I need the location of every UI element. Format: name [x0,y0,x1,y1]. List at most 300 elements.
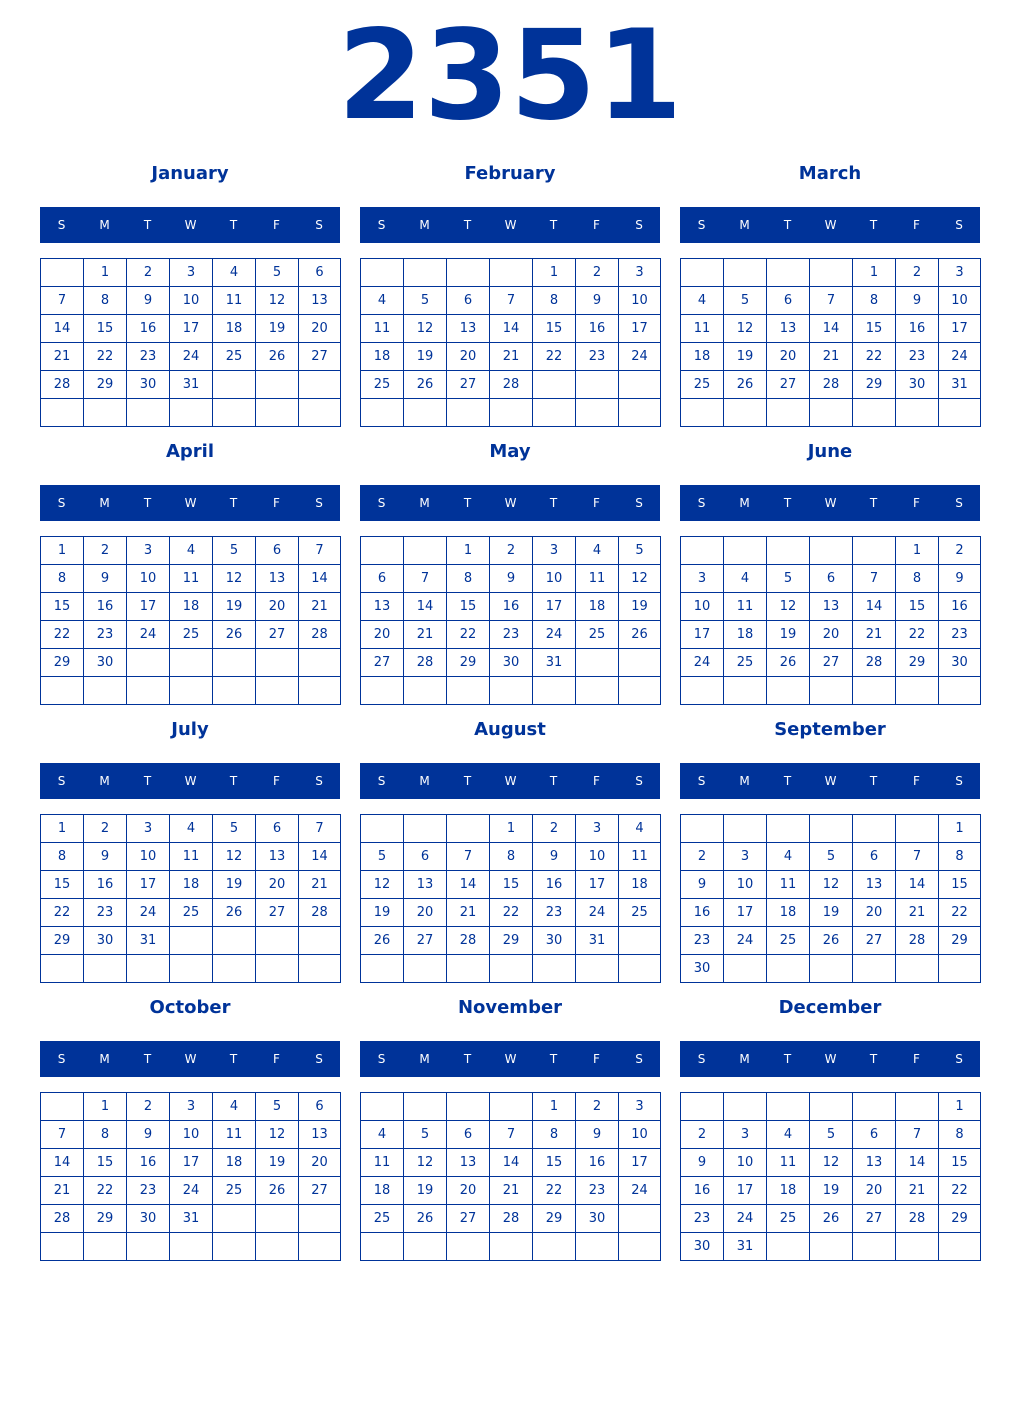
empty-cell [853,537,896,565]
week-row [41,537,341,565]
empty-cell [404,677,447,705]
empty-cell [299,1205,341,1233]
day-cell: 28 [299,899,341,927]
weekday-label: M [99,218,110,232]
day-cell: 1 [41,537,84,565]
day-cell: 31 [724,1233,767,1261]
day-cell: 28 [299,621,341,649]
weekday-label: F [913,496,920,510]
week-row [361,371,661,399]
day-cell: 26 [404,1205,447,1233]
day-cell: 10 [939,287,981,315]
empty-cell [447,399,490,427]
empty-cell [361,399,404,427]
day-cell: 12 [256,1121,299,1149]
empty-cell [170,955,213,983]
empty-cell [256,677,299,705]
empty-cell [724,955,767,983]
day-cell: 31 [170,1205,213,1233]
day-cell: 30 [681,1233,724,1261]
empty-cell [170,399,213,427]
day-cell: 7 [447,843,490,871]
weekday-header [40,1041,340,1077]
week-row [681,1205,981,1233]
day-cell: 19 [256,1149,299,1177]
week-row [361,677,661,705]
empty-cell [404,1093,447,1121]
week-row [41,843,341,871]
empty-cell [767,677,810,705]
empty-cell [681,815,724,843]
empty-cell [170,927,213,955]
week-row [681,1149,981,1177]
week-row [361,955,661,983]
empty-cell [84,1233,127,1261]
month-name: January [151,163,229,184]
week-row [361,1177,661,1205]
day-cell: 30 [896,371,939,399]
week-row [41,343,341,371]
day-cell: 4 [170,537,213,565]
empty-cell [299,927,341,955]
empty-cell [299,399,341,427]
day-cell: 12 [213,565,256,593]
day-cell: 12 [404,1149,447,1177]
day-cell: 11 [767,871,810,899]
day-cell: 8 [896,565,939,593]
empty-cell [681,1093,724,1121]
day-cell: 8 [533,287,576,315]
weekday-label: M [419,496,430,510]
day-cell: 12 [810,1149,853,1177]
weekday-label: T [549,218,558,232]
day-cell: 4 [681,287,724,315]
day-cell: 21 [896,1177,939,1205]
month-name: August [474,719,546,740]
day-cell: 22 [939,899,981,927]
weekday-label: W [824,496,837,510]
day-cell: 16 [490,593,533,621]
month-name: March [798,163,862,184]
day-cell: 7 [896,843,939,871]
day-cell: 22 [84,343,127,371]
day-cell: 7 [299,537,341,565]
day-cell: 29 [41,927,84,955]
month-name: October [149,997,231,1018]
day-cell: 26 [767,649,810,677]
week-row [361,537,661,565]
week-row [361,593,661,621]
empty-cell [41,399,84,427]
day-cell: 16 [84,871,127,899]
empty-cell [533,677,576,705]
empty-cell [896,399,939,427]
day-cell: 13 [256,565,299,593]
empty-cell [576,649,619,677]
week-row [361,871,661,899]
day-cell: 13 [404,871,447,899]
day-grid [680,1092,981,1261]
day-cell: 22 [853,343,896,371]
week-row [41,1093,341,1121]
empty-cell [256,927,299,955]
weekday-label: W [504,496,517,510]
empty-cell [576,399,619,427]
day-cell: 19 [767,621,810,649]
year-title: 2351 [337,4,683,148]
empty-cell [213,677,256,705]
weekday-label: T [783,774,792,788]
week-row [681,1233,981,1261]
weekday-label: S [697,496,706,510]
empty-cell [127,649,170,677]
empty-cell [853,1093,896,1121]
weekday-label: T [869,218,878,232]
day-cell: 27 [404,927,447,955]
weekday-label: F [273,218,280,232]
day-cell: 31 [533,649,576,677]
day-cell: 5 [213,815,256,843]
empty-cell [361,677,404,705]
empty-cell [170,649,213,677]
day-cell: 2 [681,1121,724,1149]
day-cell: 23 [681,927,724,955]
weekday-label: W [184,496,197,510]
empty-cell [810,259,853,287]
day-cell: 5 [404,1121,447,1149]
empty-cell [619,1205,661,1233]
weekday-label: F [273,496,280,510]
week-row [41,621,341,649]
day-cell: 27 [361,649,404,677]
day-cell: 4 [767,1121,810,1149]
day-cell: 7 [853,565,896,593]
day-cell: 20 [853,1177,896,1205]
week-row [681,815,981,843]
day-cell: 7 [41,1121,84,1149]
day-cell: 19 [810,1177,853,1205]
week-row [361,899,661,927]
day-cell: 8 [447,565,490,593]
week-row [41,677,341,705]
empty-cell [939,955,981,983]
day-cell: 23 [84,621,127,649]
day-cell: 19 [724,343,767,371]
empty-cell [724,1093,767,1121]
week-row [41,1205,341,1233]
week-row [361,1121,661,1149]
weekday-label: S [315,774,323,788]
weekday-label: S [697,1052,706,1066]
empty-cell [447,677,490,705]
weekday-label: S [57,1052,66,1066]
empty-cell [576,955,619,983]
empty-cell [490,259,533,287]
weekday-header [40,763,340,799]
month-name: November [457,997,563,1018]
day-cell: 20 [810,621,853,649]
day-cell: 17 [619,315,661,343]
day-cell: 26 [724,371,767,399]
weekday-label: M [99,496,110,510]
empty-cell [84,677,127,705]
empty-cell [361,815,404,843]
empty-cell [127,677,170,705]
empty-cell [256,399,299,427]
day-grid [360,1092,661,1261]
day-cell: 20 [256,871,299,899]
day-cell: 24 [127,621,170,649]
day-cell: 20 [447,1177,490,1205]
week-row [361,1149,661,1177]
day-cell: 17 [681,621,724,649]
day-cell: 14 [447,871,490,899]
week-row [681,1121,981,1149]
day-cell: 15 [41,871,84,899]
day-cell: 10 [170,287,213,315]
weekday-label: S [377,1052,386,1066]
day-cell: 29 [447,649,490,677]
weekday-label: F [593,1052,600,1066]
weekday-label: M [99,774,110,788]
day-cell: 23 [533,899,576,927]
weekday-label: S [57,496,66,510]
day-cell: 12 [724,315,767,343]
weekday-header [360,207,660,243]
day-cell: 13 [853,1149,896,1177]
day-cell: 1 [490,815,533,843]
empty-cell [767,537,810,565]
day-cell: 15 [939,1149,981,1177]
day-cell: 3 [576,815,619,843]
weekday-label: T [463,1052,472,1066]
empty-cell [896,1233,939,1261]
day-cell: 8 [939,843,981,871]
day-cell: 1 [84,1093,127,1121]
day-cell: 29 [939,1205,981,1233]
weekday-label: S [955,218,963,232]
day-cell: 10 [681,593,724,621]
week-row [681,259,981,287]
week-row [41,927,341,955]
day-cell: 30 [84,649,127,677]
day-cell: 27 [256,899,299,927]
week-row [681,399,981,427]
empty-cell [619,955,661,983]
empty-cell [810,677,853,705]
day-cell: 11 [681,315,724,343]
day-cell: 21 [299,871,341,899]
day-grid [40,536,341,705]
day-cell: 2 [84,815,127,843]
day-cell: 27 [853,927,896,955]
empty-cell [447,259,490,287]
day-cell: 19 [619,593,661,621]
month-name: February [464,163,556,184]
day-cell: 28 [490,1205,533,1233]
day-cell: 3 [681,565,724,593]
weekday-label: T [143,496,152,510]
weekday-header [360,485,660,521]
day-cell: 5 [256,1093,299,1121]
day-cell: 6 [256,815,299,843]
week-row [361,927,661,955]
day-cell: 8 [490,843,533,871]
empty-cell [896,815,939,843]
day-cell: 28 [810,371,853,399]
empty-cell [533,399,576,427]
day-cell: 4 [213,259,256,287]
day-grid [680,536,981,705]
empty-cell [853,815,896,843]
day-cell: 2 [490,537,533,565]
week-row [41,1149,341,1177]
day-cell: 29 [490,927,533,955]
day-cell: 9 [576,287,619,315]
day-cell: 16 [127,1149,170,1177]
day-cell: 8 [41,565,84,593]
day-cell: 12 [619,565,661,593]
weekday-header [680,1041,980,1077]
day-cell: 4 [361,1121,404,1149]
day-cell: 8 [84,287,127,315]
day-cell: 8 [533,1121,576,1149]
day-cell: 27 [767,371,810,399]
weekday-header [680,763,980,799]
day-cell: 9 [681,1149,724,1177]
day-cell: 17 [576,871,619,899]
empty-cell [810,815,853,843]
day-cell: 17 [533,593,576,621]
day-cell: 24 [939,343,981,371]
empty-cell [41,259,84,287]
day-cell: 23 [681,1205,724,1233]
day-cell: 5 [213,537,256,565]
day-cell: 28 [41,1205,84,1233]
day-cell: 18 [170,593,213,621]
week-row [681,315,981,343]
day-cell: 20 [447,343,490,371]
week-row [361,399,661,427]
day-cell: 5 [361,843,404,871]
week-row [41,649,341,677]
day-cell: 11 [213,1121,256,1149]
weekday-label: T [549,774,558,788]
day-cell: 4 [213,1093,256,1121]
empty-cell [170,1233,213,1261]
weekday-label: S [635,774,643,788]
day-cell: 12 [404,315,447,343]
day-cell: 29 [84,1205,127,1233]
empty-cell [256,371,299,399]
day-cell: 18 [170,871,213,899]
empty-cell [170,677,213,705]
day-cell: 17 [724,899,767,927]
day-cell: 15 [896,593,939,621]
week-row [681,843,981,871]
day-cell: 2 [576,1093,619,1121]
day-cell: 10 [619,1121,661,1149]
week-row [41,815,341,843]
day-cell: 26 [256,343,299,371]
day-cell: 24 [127,899,170,927]
day-cell: 18 [361,1177,404,1205]
week-row [361,287,661,315]
day-cell: 25 [213,1177,256,1205]
empty-cell [490,399,533,427]
empty-cell [299,955,341,983]
week-row [681,899,981,927]
empty-cell [299,371,341,399]
day-cell: 9 [84,565,127,593]
week-row [361,565,661,593]
empty-cell [447,1233,490,1261]
weekday-label: W [184,218,197,232]
day-cell: 11 [170,843,213,871]
day-cell: 24 [533,621,576,649]
empty-cell [41,1093,84,1121]
empty-cell [939,677,981,705]
day-cell: 25 [361,1205,404,1233]
weekday-label: T [783,218,792,232]
day-cell: 24 [576,899,619,927]
day-cell: 31 [127,927,170,955]
day-cell: 19 [810,899,853,927]
week-row [361,1233,661,1261]
day-cell: 20 [853,899,896,927]
weekday-label: T [229,1052,238,1066]
day-cell: 8 [939,1121,981,1149]
day-cell: 25 [213,343,256,371]
weekday-label: M [419,1052,430,1066]
empty-cell [404,955,447,983]
day-cell: 12 [361,871,404,899]
day-cell: 6 [853,1121,896,1149]
day-cell: 1 [41,815,84,843]
day-cell: 13 [256,843,299,871]
day-cell: 16 [84,593,127,621]
day-cell: 14 [41,315,84,343]
day-cell: 11 [724,593,767,621]
day-cell: 22 [41,621,84,649]
day-cell: 5 [810,843,853,871]
day-cell: 29 [533,1205,576,1233]
week-row [681,677,981,705]
day-cell: 6 [256,537,299,565]
day-cell: 10 [127,843,170,871]
empty-cell [681,537,724,565]
day-cell: 6 [447,1121,490,1149]
day-cell: 6 [299,1093,341,1121]
day-cell: 5 [619,537,661,565]
day-cell: 11 [576,565,619,593]
empty-cell [619,649,661,677]
day-cell: 16 [896,315,939,343]
day-cell: 30 [490,649,533,677]
day-grid [40,1092,341,1261]
day-cell: 1 [84,259,127,287]
day-cell: 21 [447,899,490,927]
day-cell: 6 [299,259,341,287]
week-row [681,343,981,371]
day-cell: 15 [533,315,576,343]
day-cell: 20 [404,899,447,927]
weekday-label: S [315,218,323,232]
weekday-label: S [377,774,386,788]
empty-cell [810,537,853,565]
week-row [361,815,661,843]
weekday-label: F [273,774,280,788]
